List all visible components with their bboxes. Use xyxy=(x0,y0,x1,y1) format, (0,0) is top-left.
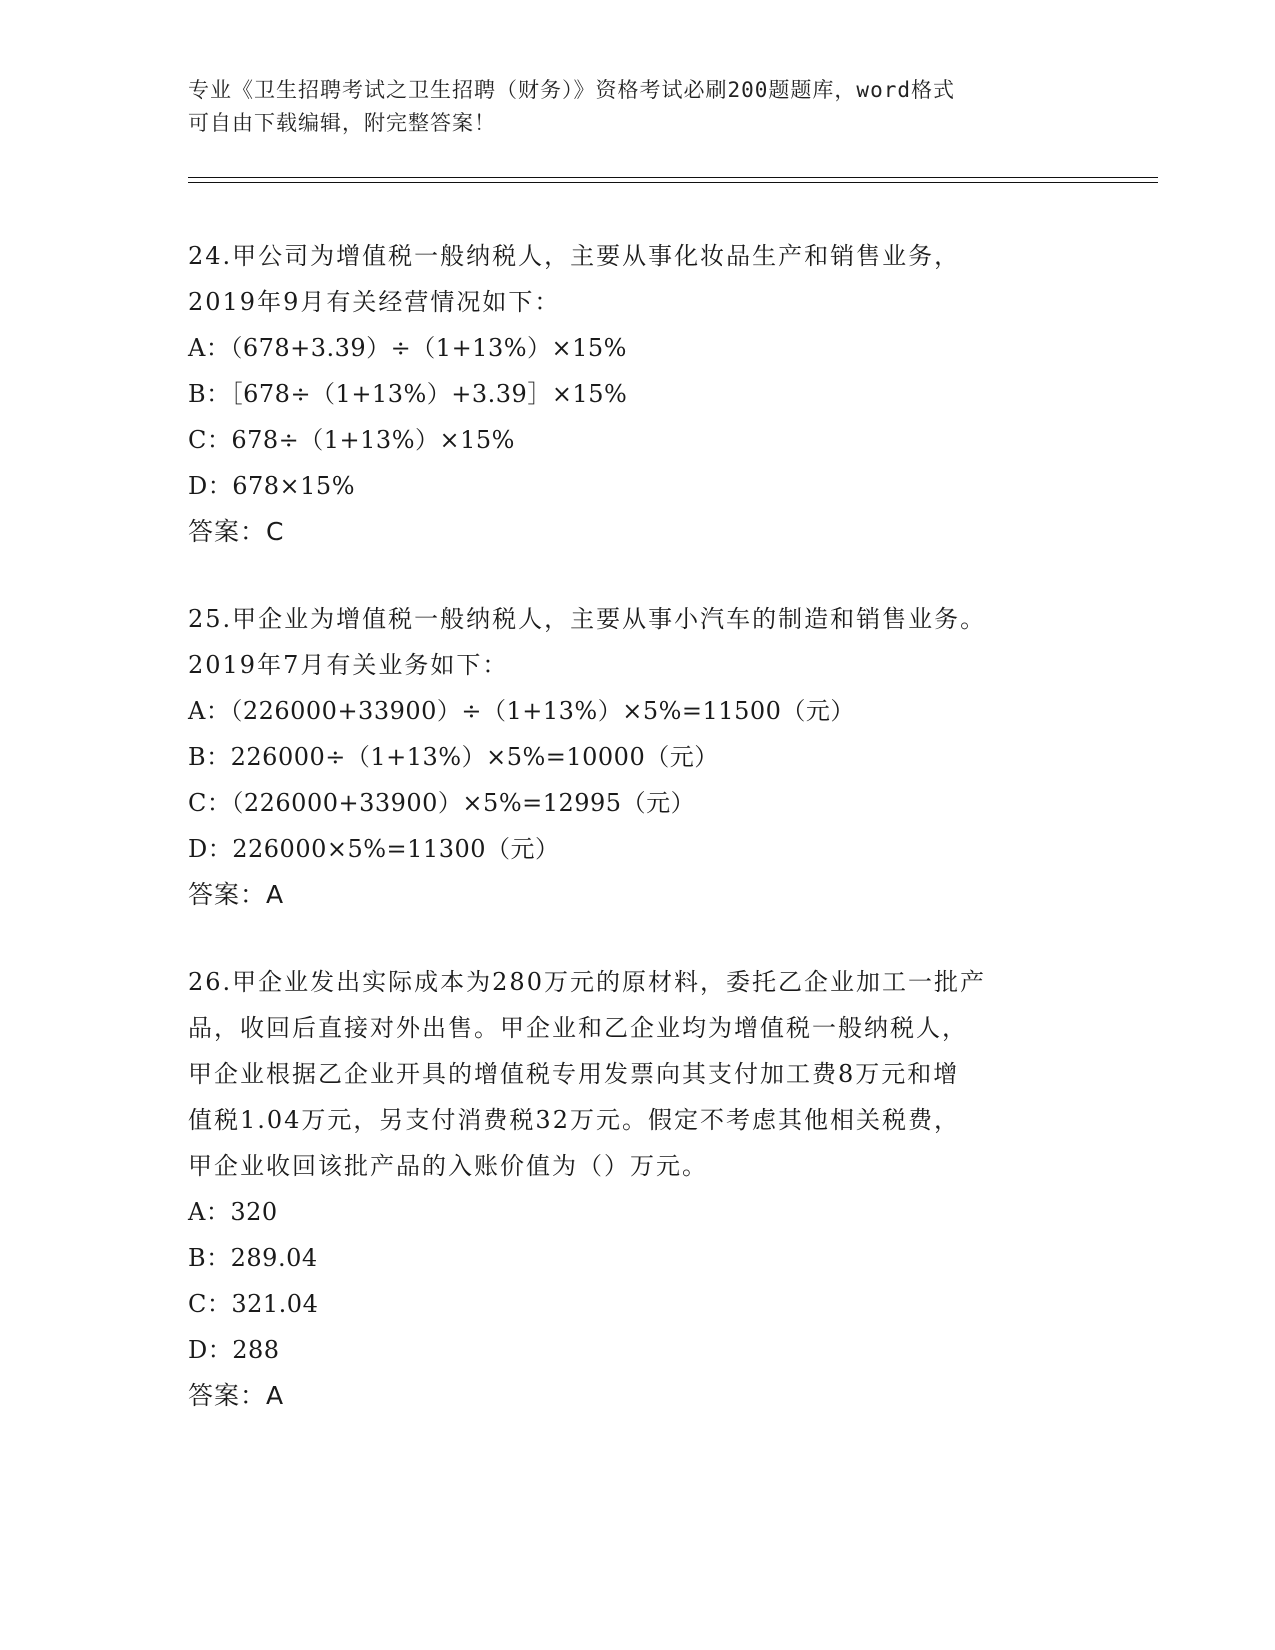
question-stem-line: 甲企业根据乙企业开具的增值税专用发票向其支付加工费8万元和增 xyxy=(188,1060,960,1088)
question-26 xyxy=(188,959,1088,1419)
answer-label: 答案：C xyxy=(188,517,285,546)
question-stem-line: 品，收回后直接对外出售。甲企业和乙企业均为增值税一般纳税人， xyxy=(188,1014,968,1042)
option-a: A：320 xyxy=(188,1198,278,1226)
question-stem-line: 2019年9月有关经营情况如下： xyxy=(188,288,561,316)
option-c: C：678÷（1+13%）×15% xyxy=(188,426,515,454)
option-b: B：226000÷（1+13%）×5%=10000（元） xyxy=(188,743,719,771)
option-d: D：288 xyxy=(188,1336,280,1364)
question-stem-line: 2019年7月有关业务如下： xyxy=(188,651,509,679)
answer-label: 答案：A xyxy=(188,1381,285,1410)
option-c: C：321.04 xyxy=(188,1290,319,1318)
option-a: A：（226000+33900）÷（1+13%）×5%=11500（元） xyxy=(188,697,855,725)
question-stem-line: 26.甲企业发出实际成本为280万元的原材料，委托乙企业加工一批产 xyxy=(188,968,986,996)
header-divider-bottom xyxy=(188,182,1158,183)
option-c: C：（226000+33900）×5%=12995（元） xyxy=(188,789,696,817)
question-24 xyxy=(188,233,1088,555)
document-header xyxy=(188,74,1068,140)
question-stem-line: 值税1.04万元，另支付消费税32万元。假定不考虑其他相关税费， xyxy=(188,1106,960,1134)
option-d: D：678×15% xyxy=(188,472,356,500)
question-25 xyxy=(188,596,1088,918)
answer-label: 答案：A xyxy=(188,880,285,909)
header-divider-top xyxy=(188,177,1158,178)
question-stem-line: 甲企业收回该批产品的入账价值为（）万元。 xyxy=(188,1152,708,1180)
header-title-line-2: 可自由下载编辑，附完整答案！ xyxy=(188,111,496,135)
option-b: B：［678÷（1+13%）+3.39］×15% xyxy=(188,380,628,408)
option-d: D：226000×5%=11300（元） xyxy=(188,835,560,863)
question-stem-line: 25.甲企业为增值税一般纳税人，主要从事小汽车的制造和销售业务。 xyxy=(188,605,987,633)
option-a: A：（678+3.39）÷（1+13%）×15% xyxy=(188,334,627,362)
question-stem-line: 24.甲公司为增值税一般纳税人，主要从事化妆品生产和销售业务， xyxy=(188,242,961,270)
header-title-line-1: 专业《卫生招聘考试之卫生招聘（财务）》资格考试必刷200题题库，word格式 xyxy=(188,78,955,102)
option-b: B：289.04 xyxy=(188,1244,318,1272)
